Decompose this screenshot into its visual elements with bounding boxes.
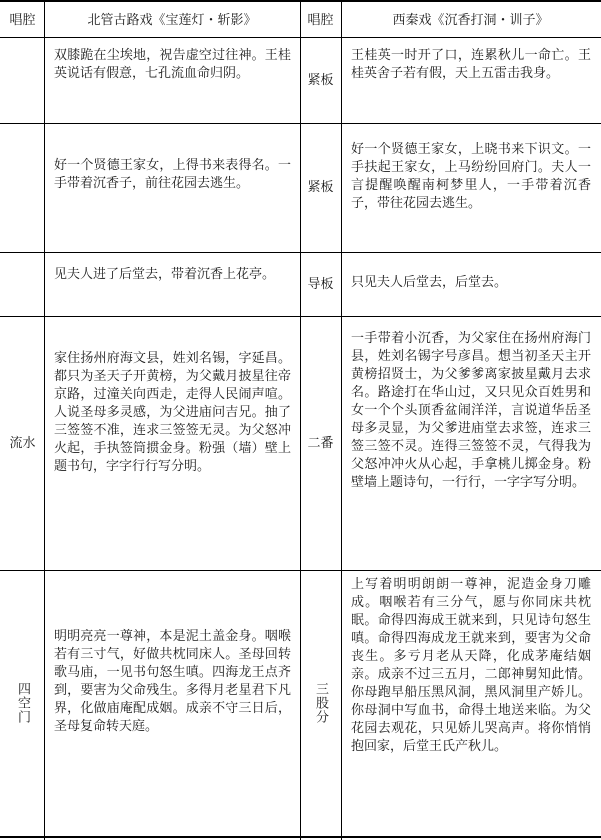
row-tag-left xyxy=(1,252,44,316)
row-left-text: 双膝跪在尘埃地，祝告虚空过往神。王桂英说话有假意，七孔流血命归阴。 xyxy=(54,48,291,81)
row-tag-mid: 导板 xyxy=(307,276,334,292)
row-left-text: 好一个贤德王家女，上得书来表得名。一手带着沉香子，前往花园去逃生。 xyxy=(54,158,291,191)
row-tag-left: 流水 xyxy=(9,435,36,451)
row-left-text: 明明亮亮一尊神，本是泥土盖金身。咽喉若有三寸气，好做共枕同床人。圣母回转歌马庙，一见书句怒生嗔。四海龙王点齐到，要害为父命残生。多得月老星君下凡界，化做庙庵配成姻。成亲不守三日后，圣母复命转天庭。 xyxy=(54,629,291,734)
column-rule xyxy=(341,0,342,840)
row-right-text: 好一个贤德王家女，上晓书来下识文。一手扶起王家女，上马纷纷回府门。夫人一言提醒唤醒南柯梦里人，一手带着沉香子，带往花园去逃生。 xyxy=(351,142,591,211)
row-tag-left: 四空门 xyxy=(15,682,30,724)
row-right-text: 只见夫人后堂去，后堂去。 xyxy=(351,275,508,290)
header-col2: 北管古路戏《宝莲灯・斩影》 xyxy=(87,13,257,28)
column-rule xyxy=(300,0,301,840)
header-col1: 唱腔 xyxy=(9,13,36,28)
column-rule xyxy=(44,0,45,840)
row-right-text: 上写着明明朗朗一尊神，泥造金身刀雕成。咽喉若有三分气，愿与你同床共枕眠。命得四海成王就来到，只见诗句怒生嗔。命得四海成龙王就来到，要害为父命丧生。多亏月老从天降，化成茅庵结姻亲。成亲不过三五月，二郎神舅知此情。你母跑早船压黑风洞，黑风洞里产娇儿。你母洞中写血书，命得土地送来临。为父花园去观花，只见娇儿哭高声。将你悄悄抱回家，后堂王氏产秋儿。 xyxy=(351,577,591,754)
row-tag-left xyxy=(1,123,44,252)
header-col3: 唱腔 xyxy=(307,13,334,28)
header-col4: 西秦戏《沉香打洞・训子》 xyxy=(392,13,549,28)
row-right-text: 王桂英一时开了口，连累秋儿一命亡。王桂英舍子若有假，天上五雷击我身。 xyxy=(351,48,591,81)
row-tag-mid: 三股分 xyxy=(313,682,328,724)
row-tag-mid: 紧板 xyxy=(307,72,334,88)
row-right-text: 一手带着小沉香，为父家住在扬州府海门县，姓刘名锡字号彦昌。想当初圣天主开黄榜招贤士，为父爹爹离家披星戴月去求名。路途打在华山过，又只见众百姓男和女一个个头顶香盆闹洋洋，言说道华岳圣母多灵显，为父爹进庙堂去求签，连求三签三签不灵。连得三签签不灵，气得我为父怒冲冲火从心起，手拿桃儿掷金身。粉壁墙上题诗句，一行行，一字字写分明。 xyxy=(351,331,591,490)
row-tag-left xyxy=(1,37,44,123)
row-left-text: 家住扬州府海文县，姓刘名锡，字延昌。都只为圣天子开黄榜，为父戴月披星往帝京路，过潼关向西走，走得人民闹声喧。人说圣母多灵感，为父进庙问吉兄。抽了三签签不准，连求三签签无灵。为父怒冲火起，手执签筒掼金身。粉强（墙）壁上题书句，字字行行写分明。 xyxy=(54,351,291,474)
row-tag-mid: 二番 xyxy=(307,435,334,451)
row-tag-mid: 紧板 xyxy=(307,180,334,195)
row-left-text: 见夫人进了后堂去，带着沉香上花亭。 xyxy=(54,267,276,282)
